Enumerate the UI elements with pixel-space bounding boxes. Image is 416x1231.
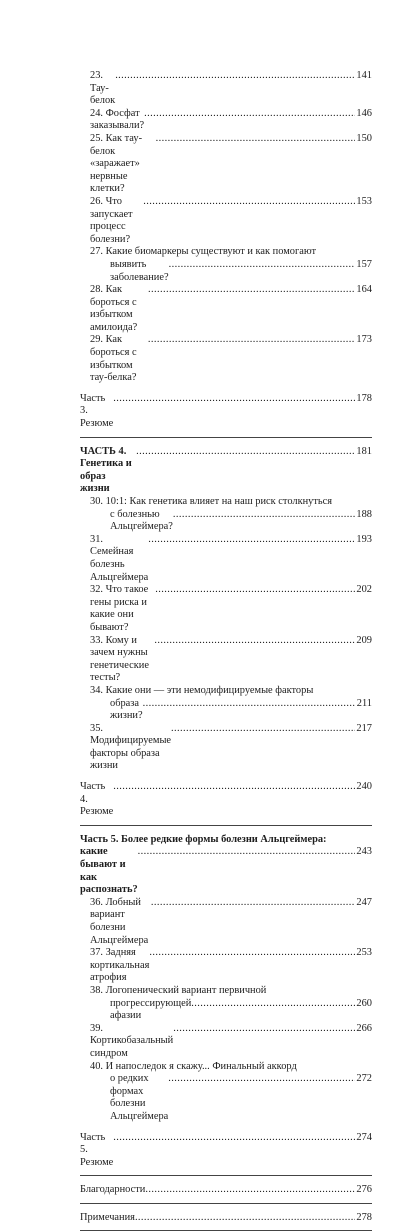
toc-item-page: 141 [356,70,372,81]
leader-dots [168,1073,355,1086]
leader-dots [143,196,355,209]
toc-item-37[interactable] [80,947,372,985]
toc-item-title: 29. Как бороться с избытком тау-белка? [90,334,137,384]
leader-dots [113,781,355,794]
leader-dots [143,698,356,711]
toc-item-page: 217 [356,722,372,734]
toc-part5-heading-line1[interactable]: Часть 5. Более редкие формы болезни Альцгеймера: [80,833,327,845]
toc-item-title: 26. Что запускает процесс болезни? [90,195,133,245]
toc-part5-heading[interactable] [80,846,372,896]
toc-item-title: Часть 5. Резюме [80,1131,114,1168]
toc-item-page: 240 [356,781,372,793]
toc-item-36[interactable] [80,897,372,947]
toc-item-31[interactable] [80,534,372,584]
toc-item-title: 32. Что такое гены риска и какие они бывают? [90,584,149,633]
table-of-contents [80,70,372,1231]
leader-dots [145,1184,355,1197]
toc-item-29[interactable] [80,334,372,384]
toc-item-page: 164 [356,284,372,296]
toc-part3-summary[interactable] [80,393,372,431]
toc-item-34-line1[interactable]: 34. Какие они — эти немодифицируемые факторы [90,684,314,696]
toc-item-page: 274 [356,1131,372,1143]
toc-item-26[interactable] [80,196,372,246]
toc-item-24[interactable] [80,108,372,133]
toc-notes[interactable] [80,1212,372,1225]
toc-item-title: Часть 4. Резюме [80,781,114,818]
toc-item-page: 247 [356,896,372,908]
toc-item-page: 157 [356,258,372,270]
toc-item-page: 278 [356,1211,372,1223]
toc-item-33[interactable] [80,635,372,685]
toc-acknowledgements[interactable] [80,1184,372,1197]
toc-item-page: 272 [356,1073,372,1085]
toc-part-title: ЧАСТЬ 4. Генетика и образ жизни [80,445,132,495]
toc-item-32[interactable] [80,584,372,634]
toc-item-page: 276 [356,1184,372,1196]
leader-dots [173,1023,355,1036]
toc-item-40[interactable] [80,1073,372,1123]
leader-dots [155,584,355,597]
toc-item-title: 23. Тау-белок [90,70,116,107]
toc-item-page: 188 [356,508,372,520]
toc-item-title: Часть 3. Резюме [80,392,114,430]
toc-item-27[interactable] [80,259,372,284]
toc-item-38-line1[interactable]: 38. Логопенический вариант первичной [90,984,267,996]
toc-item-title: о редких формах болезни Альцгеймера [110,1073,169,1122]
toc-item-title: 33. Кому и зачем нужны генетические тесты? [90,634,149,684]
leader-dots [136,446,355,459]
toc-item-page: 178 [356,392,372,404]
toc-item-27-line1[interactable]: 27. Какие биомаркеры существуют и как помогают [90,246,317,258]
toc-part-title: какие бывают и как распознать? [80,846,138,896]
leader-dots [154,635,355,648]
toc-part4-summary[interactable] [80,781,372,819]
toc-item-title: Благодарности [80,1184,146,1196]
toc-item-page: 181 [356,445,372,457]
leader-dots [149,947,355,960]
toc-item-page: 266 [356,1022,372,1034]
toc-item-40-line1[interactable]: 40. И напоследок я скажу... Финальный аккорд [90,1060,297,1072]
toc-item-25[interactable] [80,133,372,196]
toc-item-page: 202 [356,584,372,596]
toc-item-title: выявить заболевание? [110,258,169,283]
leader-dots [156,133,356,146]
toc-item-page: 153 [356,195,372,207]
toc-item-title: образа жизни? [110,697,143,722]
leader-dots [135,1212,355,1225]
toc-item-35[interactable] [80,723,372,773]
leader-dots [144,108,355,121]
toc-item-title: 35. Модифицируемые факторы образа жизни [90,722,172,772]
toc-item-page: 150 [356,132,372,144]
toc-item-page: 173 [356,334,372,346]
toc-item-title: 36. Лобный вариант болезни Альцгеймера [90,896,149,946]
toc-item-title: 25. Как тау-белок «заражает» нервные клетки? [90,132,143,195]
leader-dots [115,70,355,83]
toc-item-39[interactable] [80,1023,372,1061]
leader-dots [173,509,356,522]
leader-dots [113,1132,355,1145]
leader-dots [148,284,355,297]
toc-item-title: 24. Фосфат заказывали? [90,107,145,132]
toc-item-34[interactable] [80,698,372,723]
toc-item-title: 39. Кортикобазальный синдром [90,1022,174,1059]
toc-item-page: 211 [356,697,372,709]
toc-item-30[interactable] [80,509,372,534]
toc-item-title: с болезнью Альцгеймера? [110,508,173,533]
toc-item-28[interactable] [80,284,372,334]
toc-item-page: 146 [356,107,372,119]
toc-part4-heading[interactable] [80,446,372,496]
leader-dots [171,723,355,736]
toc-part5-summary[interactable] [80,1132,372,1170]
toc-item-page: 193 [356,533,372,545]
leader-dots [169,259,356,272]
toc-item-page: 253 [356,947,372,959]
leader-dots [191,998,355,1011]
leader-dots [148,334,356,347]
leader-dots [138,846,356,859]
leader-dots [148,534,355,547]
toc-item-title: Примечания [80,1211,135,1223]
toc-item-23[interactable] [80,70,372,108]
toc-item-page: 209 [356,634,372,646]
leader-dots [113,393,355,406]
toc-item-title: 28. Как бороться с избытком амилоида? [90,284,138,333]
toc-item-title: 37. Задняя кортикальная атрофия [90,947,150,984]
toc-item-30-line1[interactable]: 30. 10:1: Как генетика влияет на наш риск столкнуться [90,496,333,507]
toc-item-page: 260 [356,997,372,1009]
toc-item-38[interactable] [80,998,372,1023]
toc-item-page: 243 [356,846,372,858]
leader-dots [151,897,356,910]
toc-item-title: 31. Семейная болезнь Альцгеймера [90,533,149,583]
toc-item-title: прогрессирующей афазии [110,997,192,1022]
